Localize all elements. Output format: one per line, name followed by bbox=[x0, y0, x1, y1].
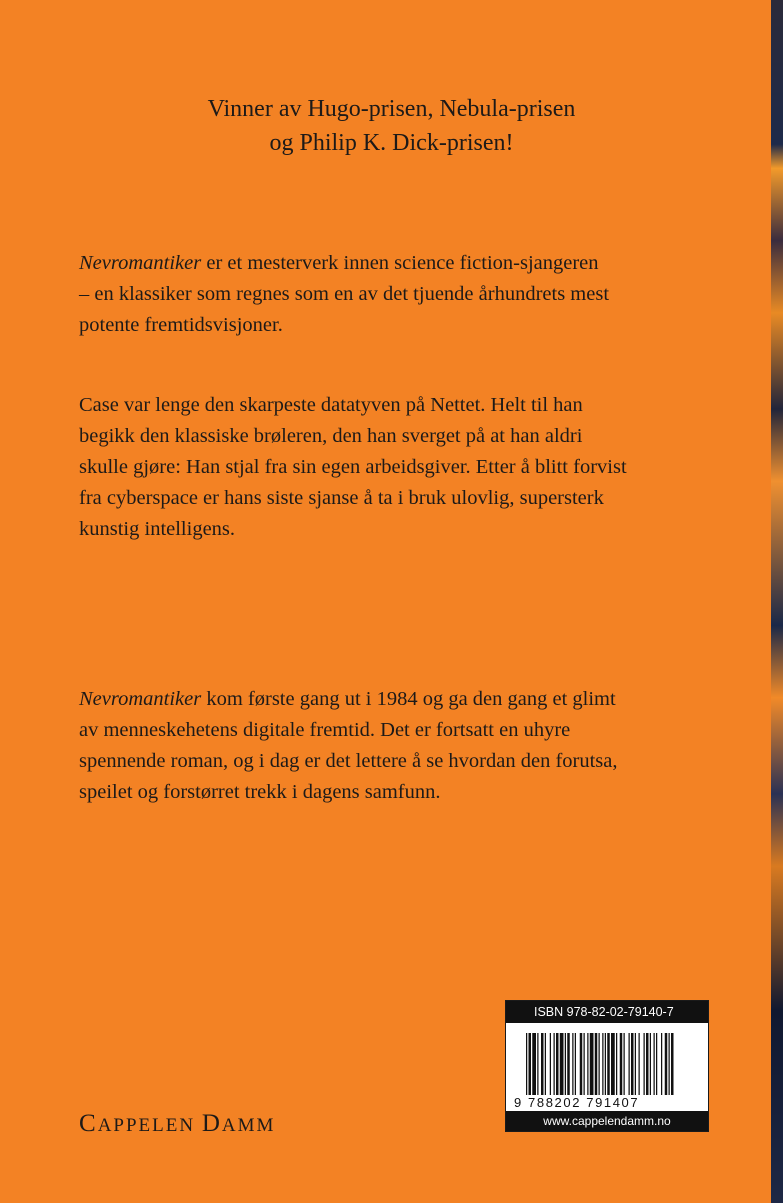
paragraph-intro-line-3: potente fremtidsvisjoner. bbox=[79, 314, 283, 336]
barcode-stripe bbox=[639, 1033, 640, 1095]
publisher-logo-part-2: AMM bbox=[221, 1115, 276, 1136]
barcode-stripe bbox=[599, 1033, 600, 1095]
barcode-stripe bbox=[654, 1033, 655, 1095]
barcode-stripe bbox=[595, 1033, 598, 1095]
barcode-stripe bbox=[644, 1033, 645, 1095]
paragraph-plot bbox=[79, 390, 719, 545]
paragraph-history-line-4: speilet og forstørret trekk i dagens samfunn. bbox=[79, 781, 441, 803]
paragraph-plot-line-2: begikk den klassiske brøleren, den han sverget på at han aldri bbox=[79, 425, 583, 447]
barcode-stripe bbox=[602, 1033, 603, 1095]
barcode-bars bbox=[526, 1033, 698, 1095]
barcode-stripe bbox=[550, 1033, 551, 1095]
paragraph-intro-line-2: – en klassiker som regnes som en av det tjuende århundrets mest bbox=[79, 283, 610, 305]
paragraph-history-line-2: av menneskehetens digitale fremtid. Det er fortsatt en uhyre bbox=[79, 719, 571, 741]
paragraph-history-line-1-text: kom første gang ut i 1984 og ga den gang et glimt bbox=[201, 688, 616, 710]
book-title: Nevromantiker bbox=[79, 688, 202, 710]
paragraph-plot-line-5: kunstig intelligens. bbox=[79, 518, 236, 540]
barcode-stripe bbox=[671, 1033, 674, 1095]
publisher-website: www.cappelendamm.no bbox=[506, 1111, 708, 1131]
barcode-stripe bbox=[580, 1033, 583, 1095]
barcode-stripe bbox=[620, 1033, 623, 1095]
barcode-stripe bbox=[635, 1033, 636, 1095]
paragraph-plot-line-3: skulle gjøre: Han stjal fra sin egen arbeidsgiver. Etter å blitt forvist bbox=[79, 456, 627, 478]
paragraph-history bbox=[79, 684, 719, 808]
barcode-stripe bbox=[624, 1033, 625, 1095]
paragraph-intro-line-1-text: er et mesterverk innen science fiction-sjangeren bbox=[201, 252, 599, 274]
barcode-digits: 9 788202 791407 bbox=[514, 1095, 640, 1110]
barcode-stripe bbox=[607, 1033, 610, 1095]
barcode-stripe bbox=[567, 1033, 570, 1095]
award-tagline-line-1: Vinner av Hugo-prisen, Nebula-prisen bbox=[207, 96, 576, 122]
paragraph-history-line-3: spennende roman, og i dag er det lettere å se hvordan den forutsa, bbox=[79, 750, 618, 772]
barcode-stripe bbox=[656, 1033, 657, 1095]
barcode-stripe bbox=[529, 1033, 532, 1095]
barcode-stripe bbox=[665, 1033, 668, 1095]
paragraph-plot-line-1: Case var lenge den skarpeste datatyven på Nettet. Helt til han bbox=[79, 394, 583, 416]
barcode-stripe bbox=[587, 1033, 588, 1095]
barcode-stripe bbox=[646, 1033, 649, 1095]
barcode-stripe bbox=[575, 1033, 576, 1095]
barcode-stripe bbox=[629, 1033, 630, 1095]
paragraph-plot-line-4: fra cyberspace er hans siste sjanse å ta i bruk ulovlig, supersterk bbox=[79, 487, 604, 509]
barcode-stripe bbox=[537, 1033, 538, 1095]
publisher-logo-part-1: APPELEN bbox=[97, 1115, 202, 1136]
paragraph-history-line-1 bbox=[79, 684, 719, 715]
paragraph-intro-line-1 bbox=[79, 248, 719, 279]
barcode-stripe bbox=[605, 1033, 606, 1095]
publisher-logo-initial-c: C bbox=[79, 1110, 98, 1137]
barcode-stripe bbox=[631, 1033, 634, 1095]
barcode-stripe bbox=[661, 1033, 662, 1095]
barcode-stripe bbox=[556, 1033, 559, 1095]
barcode-stripe bbox=[616, 1033, 617, 1095]
publisher-logo-initial-d: D bbox=[201, 1110, 222, 1137]
barcode-stripe bbox=[572, 1033, 573, 1095]
barcode-stripe bbox=[541, 1033, 544, 1095]
barcode-block bbox=[505, 1000, 709, 1132]
barcode-stripe bbox=[526, 1033, 527, 1095]
barcode-stripe bbox=[590, 1033, 594, 1095]
barcode-stripe bbox=[584, 1033, 585, 1095]
publisher-logo bbox=[79, 1110, 275, 1138]
award-tagline-line-2: og Philip K. Dick-prisen! bbox=[269, 130, 514, 156]
paragraph-intro bbox=[79, 248, 719, 341]
barcode-stripe bbox=[650, 1033, 651, 1095]
barcode-stripe bbox=[532, 1033, 536, 1095]
isbn-label: ISBN 978-82-02-79140-7 bbox=[506, 1001, 708, 1023]
book-title: Nevromantiker bbox=[79, 252, 202, 274]
barcode-stripe bbox=[554, 1033, 555, 1095]
award-tagline bbox=[0, 92, 783, 160]
barcode-stripe bbox=[560, 1033, 564, 1095]
barcode-stripe bbox=[669, 1033, 670, 1095]
barcode-stripe bbox=[565, 1033, 566, 1095]
barcode-stripe bbox=[611, 1033, 615, 1095]
barcode-stripe bbox=[545, 1033, 546, 1095]
spine-edge bbox=[771, 0, 783, 1203]
